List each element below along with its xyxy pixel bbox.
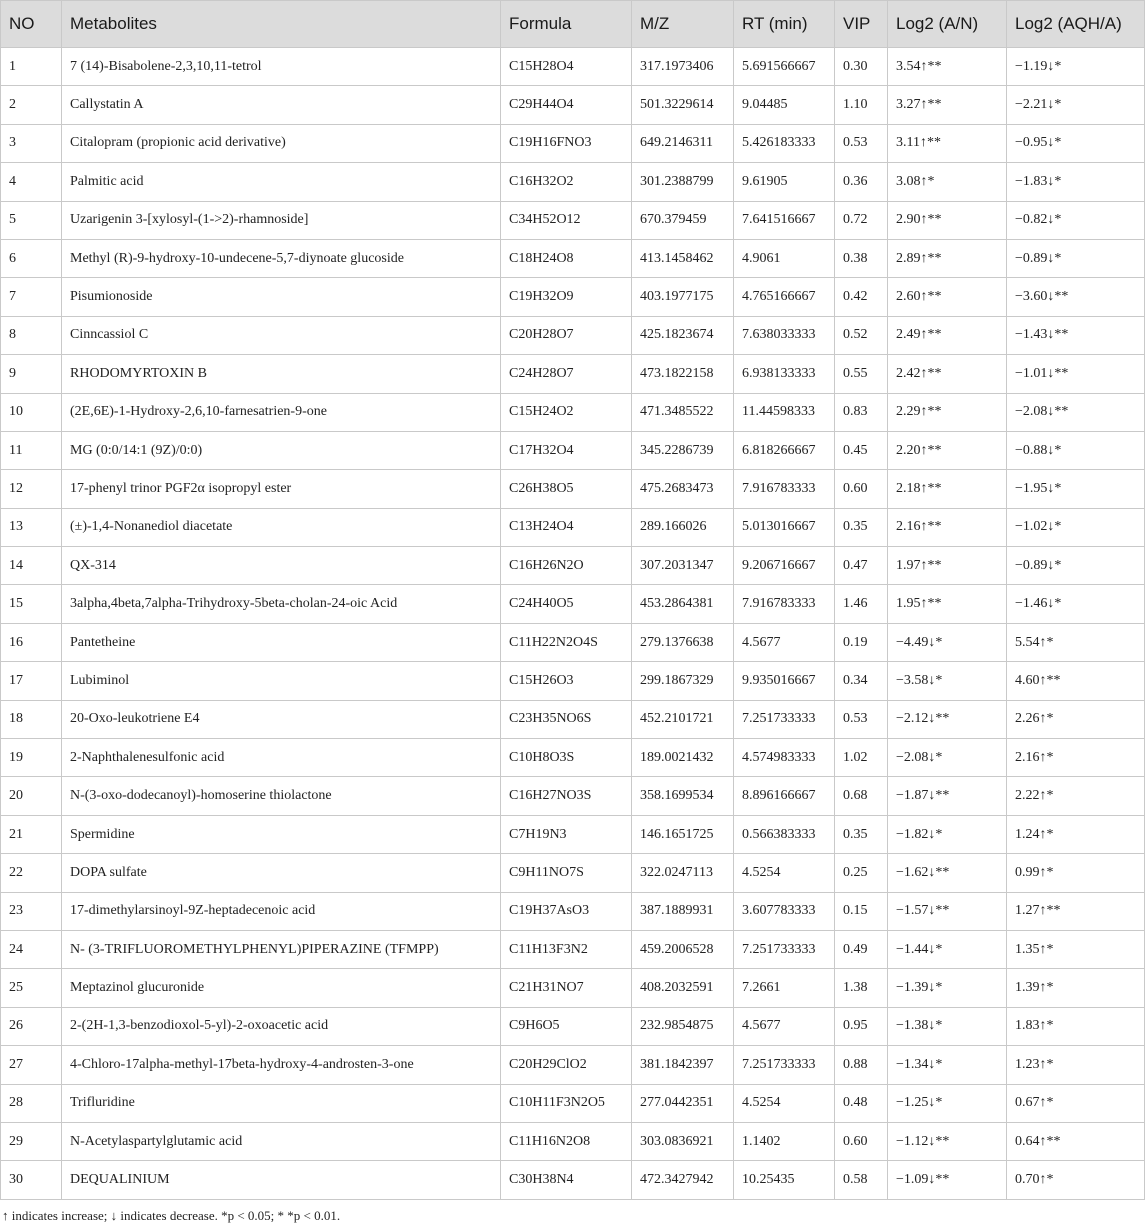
table-row [1,124,1145,162]
table-cell: Pantetheine [62,623,501,661]
table-cell: −1.82↓* [888,815,1007,853]
table-cell: 475.2683473 [632,470,734,508]
table-cell: −4.49↓* [888,623,1007,661]
table-cell: 1.46 [835,585,888,623]
table-cell: C29H44O4 [501,86,632,124]
table-cell: 7.641516667 [734,201,835,239]
table-row [1,239,1145,277]
table-cell: C20H29ClO2 [501,1046,632,1084]
table-cell: 2.90↑** [888,201,1007,239]
table-cell: 0.48 [835,1084,888,1122]
table-cell: 1.39↑* [1007,969,1145,1007]
table-cell: −3.58↓* [888,662,1007,700]
table-cell: C24H40O5 [501,585,632,623]
table-cell: 232.9854875 [632,1007,734,1045]
table-cell: 501.3229614 [632,86,734,124]
table-cell: 11 [1,431,62,469]
table-cell: C9H11NO7S [501,854,632,892]
table-cell: 1.10 [835,86,888,124]
table-cell: 1.23↑* [1007,1046,1145,1084]
table-cell: C11H13F3N2 [501,930,632,968]
table-cell: QX-314 [62,547,501,585]
table-cell: 0.52 [835,316,888,354]
table-cell: 3.54↑** [888,48,1007,86]
table-cell: 23 [1,892,62,930]
table-cell: Spermidine [62,815,501,853]
table-cell: Callystatin A [62,86,501,124]
table-row [1,739,1145,777]
table-cell: 4.5677 [734,1007,835,1045]
table-cell: Palmitic acid [62,163,501,201]
table-cell: C9H6O5 [501,1007,632,1045]
table-cell: C11H16N2O8 [501,1122,632,1160]
table-cell: C16H27NO3S [501,777,632,815]
column-header: Log2 (A/N) [888,1,1007,48]
table-cell: C10H11F3N2O5 [501,1084,632,1122]
table-cell: 1.83↑* [1007,1007,1145,1045]
table-cell: 2-Naphthalenesulfonic acid [62,739,501,777]
table-cell: 472.3427942 [632,1161,734,1199]
table-row [1,854,1145,892]
table-cell: 7.916783333 [734,585,835,623]
table-cell: 18 [1,700,62,738]
table-cell: 3.27↑** [888,86,1007,124]
table-cell: 2.18↑** [888,470,1007,508]
table-cell: 189.0021432 [632,739,734,777]
table-cell: 473.1822158 [632,355,734,393]
table-cell: 307.2031347 [632,547,734,585]
column-header: Metabolites [62,1,501,48]
table-cell: 2.22↑* [1007,777,1145,815]
table-cell: 459.2006528 [632,930,734,968]
table-cell: C19H37AsO3 [501,892,632,930]
table-cell: −1.87↓** [888,777,1007,815]
table-row [1,431,1145,469]
table-cell: 24 [1,930,62,968]
table-cell: 649.2146311 [632,124,734,162]
table-cell: C24H28O7 [501,355,632,393]
table-cell: 403.1977175 [632,278,734,316]
column-header: M/Z [632,1,734,48]
header-row [1,1,1145,48]
table-cell: −1.25↓* [888,1084,1007,1122]
table-cell: 0.72 [835,201,888,239]
table-cell: 30 [1,1161,62,1199]
table-cell: 289.166026 [632,508,734,546]
table-cell: 9 [1,355,62,393]
table-cell: −0.89↓* [1007,239,1145,277]
table-cell: 299.1867329 [632,662,734,700]
table-cell: 413.1458462 [632,239,734,277]
table-cell: DEQUALINIUM [62,1161,501,1199]
table-cell: N-(3-oxo-dodecanoyl)-homoserine thiolactone [62,777,501,815]
table-cell: C34H52O12 [501,201,632,239]
table-cell: 408.2032591 [632,969,734,1007]
table-cell: −1.38↓* [888,1007,1007,1045]
table-cell: 317.1973406 [632,48,734,86]
table-cell: −1.83↓* [1007,163,1145,201]
table-cell: 6.818266667 [734,431,835,469]
table-cell: 1.95↑** [888,585,1007,623]
table-cell: 471.3485522 [632,393,734,431]
table-row [1,1046,1145,1084]
table-cell: 425.1823674 [632,316,734,354]
table-cell: 0.99↑* [1007,854,1145,892]
table-row [1,201,1145,239]
table-cell: 15 [1,585,62,623]
table-cell: 2.16↑* [1007,739,1145,777]
table-cell: 2.16↑** [888,508,1007,546]
table-cell: 17-phenyl trinor PGF2α isopropyl ester [62,470,501,508]
table-cell: −1.62↓** [888,854,1007,892]
table-cell: (±)-1,4-Nonanediol diacetate [62,508,501,546]
table-cell: 0.566383333 [734,815,835,853]
table-cell: 13 [1,508,62,546]
table-cell: 1.27↑** [1007,892,1145,930]
table-cell: 452.2101721 [632,700,734,738]
table-cell: 29 [1,1122,62,1160]
table-cell: 17-dimethylarsinoyl-9Z-heptadecenoic acid [62,892,501,930]
table-cell: RHODOMYRTOXIN B [62,355,501,393]
table-cell: 26 [1,1007,62,1045]
table-cell: C23H35NO6S [501,700,632,738]
table-cell: 0.49 [835,930,888,968]
table-cell: 11.44598333 [734,393,835,431]
table-cell: −1.43↓** [1007,316,1145,354]
table-cell: −2.08↓* [888,739,1007,777]
table-cell: 27 [1,1046,62,1084]
table-cell: 277.0442351 [632,1084,734,1122]
table-cell: 0.34 [835,662,888,700]
table-cell: −2.12↓** [888,700,1007,738]
table-cell: 16 [1,623,62,661]
table-cell: 345.2286739 [632,431,734,469]
table-cell: −1.09↓** [888,1161,1007,1199]
table-row [1,1161,1145,1199]
table-row [1,86,1145,124]
table-cell: 2.42↑** [888,355,1007,393]
table-cell: 1.24↑* [1007,815,1145,853]
table-cell: −1.46↓* [1007,585,1145,623]
table-cell: 7 [1,278,62,316]
table-cell: C30H38N4 [501,1161,632,1199]
table-body [1,48,1145,1200]
table-cell: 387.1889931 [632,892,734,930]
table-row [1,355,1145,393]
table-row [1,547,1145,585]
table-row [1,163,1145,201]
table-cell: −1.44↓* [888,930,1007,968]
table-cell: 20 [1,777,62,815]
table-cell: 0.88 [835,1046,888,1084]
table-cell: C15H28O4 [501,48,632,86]
table-cell: 20-Oxo-leukotriene E4 [62,700,501,738]
table-cell: C20H28O7 [501,316,632,354]
column-header: RT (min) [734,1,835,48]
table-cell: 0.55 [835,355,888,393]
table-cell: −0.89↓* [1007,547,1145,585]
table-cell: C19H32O9 [501,278,632,316]
table-cell: −1.02↓* [1007,508,1145,546]
table-cell: 0.42 [835,278,888,316]
table-cell: −1.39↓* [888,969,1007,1007]
table-cell: 4-Chloro-17alpha-methyl-17beta-hydroxy-4-androsten-3-one [62,1046,501,1084]
table-cell: 2.89↑** [888,239,1007,277]
table-cell: 4.5254 [734,1084,835,1122]
table-cell: −3.60↓** [1007,278,1145,316]
table-cell: 0.58 [835,1161,888,1199]
table-cell: −0.88↓* [1007,431,1145,469]
table-cell: 2.20↑** [888,431,1007,469]
table-cell: 670.379459 [632,201,734,239]
table-cell: 10 [1,393,62,431]
table-cell: 0.15 [835,892,888,930]
table-cell: 12 [1,470,62,508]
table-cell: C13H24O4 [501,508,632,546]
table-cell: 4.9061 [734,239,835,277]
table-cell: Lubiminol [62,662,501,700]
table-cell: 0.30 [835,48,888,86]
table-row [1,777,1145,815]
table-cell: 4 [1,163,62,201]
table-row [1,815,1145,853]
table-cell: 3alpha,4beta,7alpha-Trihydroxy-5beta-cholan-24-oic Acid [62,585,501,623]
table-cell: 7.2661 [734,969,835,1007]
table-row [1,585,1145,623]
table-cell: 453.2864381 [632,585,734,623]
table-cell: C26H38O5 [501,470,632,508]
table-cell: 7.251733333 [734,700,835,738]
table-row [1,623,1145,661]
table-cell: 19 [1,739,62,777]
table-cell: C19H16FNO3 [501,124,632,162]
table-cell: 0.45 [835,431,888,469]
table-cell: 3 [1,124,62,162]
table-cell: C10H8O3S [501,739,632,777]
table-cell: −0.95↓* [1007,124,1145,162]
table-cell: 5.426183333 [734,124,835,162]
table-cell: 5.691566667 [734,48,835,86]
table-cell: 1.02 [835,739,888,777]
table-cell: 21 [1,815,62,853]
table-row [1,1084,1145,1122]
table-cell: 6.938133333 [734,355,835,393]
table-header [1,1,1145,48]
table-cell: 0.53 [835,124,888,162]
table-cell: −1.01↓** [1007,355,1145,393]
table-cell: 3.11↑** [888,124,1007,162]
table-cell: 28 [1,1084,62,1122]
table-cell: 7.251733333 [734,930,835,968]
table-cell: 1.1402 [734,1122,835,1160]
table-cell: N- (3-TRIFLUOROMETHYLPHENYL)PIPERAZINE (TFMPP) [62,930,501,968]
table-cell: 9.04485 [734,86,835,124]
table-cell: −2.08↓** [1007,393,1145,431]
table-cell: 2.60↑** [888,278,1007,316]
table-cell: 2.29↑** [888,393,1007,431]
column-header: Log2 (AQH/A) [1007,1,1145,48]
table-row [1,969,1145,1007]
table-cell: Citalopram (propionic acid derivative) [62,124,501,162]
table-cell: 381.1842397 [632,1046,734,1084]
table-cell: 0.25 [835,854,888,892]
table-cell: 4.765166667 [734,278,835,316]
table-cell: C18H24O8 [501,239,632,277]
table-cell: C16H32O2 [501,163,632,201]
table-row [1,1122,1145,1160]
table-cell: 5 [1,201,62,239]
table-cell: −2.21↓* [1007,86,1145,124]
table-cell: 3.607783333 [734,892,835,930]
table-cell: 9.61905 [734,163,835,201]
table-cell: 14 [1,547,62,585]
table-cell: 5.54↑* [1007,623,1145,661]
table-cell: 1.38 [835,969,888,1007]
table-cell: 0.64↑** [1007,1122,1145,1160]
table-cell: 4.574983333 [734,739,835,777]
table-cell: 0.35 [835,508,888,546]
table-cell: 2.26↑* [1007,700,1145,738]
table-cell: 4.60↑** [1007,662,1145,700]
table-cell: 8 [1,316,62,354]
table-cell: 0.70↑* [1007,1161,1145,1199]
table-cell: 1.35↑* [1007,930,1145,968]
table-cell: 5.013016667 [734,508,835,546]
column-header: VIP [835,1,888,48]
table-row [1,393,1145,431]
table-cell: 0.53 [835,700,888,738]
table-cell: 0.35 [835,815,888,853]
table-cell: C21H31NO7 [501,969,632,1007]
table-cell: 7 (14)-Bisabolene-2,3,10,11-tetrol [62,48,501,86]
table-cell: 4.5677 [734,623,835,661]
table-cell: C15H26O3 [501,662,632,700]
table-cell: 2.49↑** [888,316,1007,354]
table-cell: 9.206716667 [734,547,835,585]
table-cell: −1.57↓** [888,892,1007,930]
table-footnote: ↑ indicates increase; ↓ indicates decrease. *p < 0.05; * *p < 0.01. [2,1208,341,1223]
table-row [1,48,1145,86]
table-cell: 7.916783333 [734,470,835,508]
column-header: NO [1,1,62,48]
table-cell: C11H22N2O4S [501,623,632,661]
table-cell: −1.12↓** [888,1122,1007,1160]
table-row [1,1007,1145,1045]
table-row [1,930,1145,968]
table-cell: (2E,6E)-1-Hydroxy-2,6,10-farnesatrien-9-one [62,393,501,431]
table-cell: 6 [1,239,62,277]
table-row [1,316,1145,354]
table-cell: 0.38 [835,239,888,277]
table-cell: Pisumionoside [62,278,501,316]
table-cell: 303.0836921 [632,1122,734,1160]
table-row [1,892,1145,930]
table-cell: 7.638033333 [734,316,835,354]
table-cell: 3.08↑* [888,163,1007,201]
table-cell: MG (0:0/14:1 (9Z)/0:0) [62,431,501,469]
table-cell: N-Acetylaspartylglutamic acid [62,1122,501,1160]
table-row [1,700,1145,738]
table-cell: 0.95 [835,1007,888,1045]
table-cell: −1.19↓* [1007,48,1145,86]
table-cell: 2 [1,86,62,124]
table-cell: 146.1651725 [632,815,734,853]
table-row [1,662,1145,700]
table-cell: Methyl (R)-9-hydroxy-10-undecene-5,7-diynoate glucoside [62,239,501,277]
table-cell: 9.935016667 [734,662,835,700]
table-cell: Trifluridine [62,1084,501,1122]
table-cell: 0.60 [835,1122,888,1160]
table-cell: 301.2388799 [632,163,734,201]
table-cell: 0.47 [835,547,888,585]
table-cell: 0.68 [835,777,888,815]
table-cell: Meptazinol glucuronide [62,969,501,1007]
table-cell: 22 [1,854,62,892]
table-cell: 1 [1,48,62,86]
table-cell: −1.95↓* [1007,470,1145,508]
table-cell: 0.83 [835,393,888,431]
table-row [1,470,1145,508]
table-cell: Uzarigenin 3-[xylosyl-(1->2)-rhamnoside] [62,201,501,239]
table-cell: −1.34↓* [888,1046,1007,1084]
table-cell: 7.251733333 [734,1046,835,1084]
table-cell: 25 [1,969,62,1007]
table-cell: 17 [1,662,62,700]
table-row [1,278,1145,316]
table-cell: 0.36 [835,163,888,201]
table-cell: 0.67↑* [1007,1084,1145,1122]
table-cell: 1.97↑** [888,547,1007,585]
table-cell: C15H24O2 [501,393,632,431]
table-cell: 358.1699534 [632,777,734,815]
table-cell: 0.19 [835,623,888,661]
table-cell: C16H26N2O [501,547,632,585]
table-row [1,508,1145,546]
table-cell: C17H32O4 [501,431,632,469]
table-cell: Cinncassiol C [62,316,501,354]
table-cell: DOPA sulfate [62,854,501,892]
table-cell: 4.5254 [734,854,835,892]
table-cell: 10.25435 [734,1161,835,1199]
table-cell: 279.1376638 [632,623,734,661]
table-cell: 322.0247113 [632,854,734,892]
table-cell: 0.60 [835,470,888,508]
column-header: Formula [501,1,632,48]
table-cell: 2-(2H-1,3-benzodioxol-5-yl)-2-oxoacetic acid [62,1007,501,1045]
table-cell: 8.896166667 [734,777,835,815]
table-cell: C7H19N3 [501,815,632,853]
table-cell: −0.82↓* [1007,201,1145,239]
